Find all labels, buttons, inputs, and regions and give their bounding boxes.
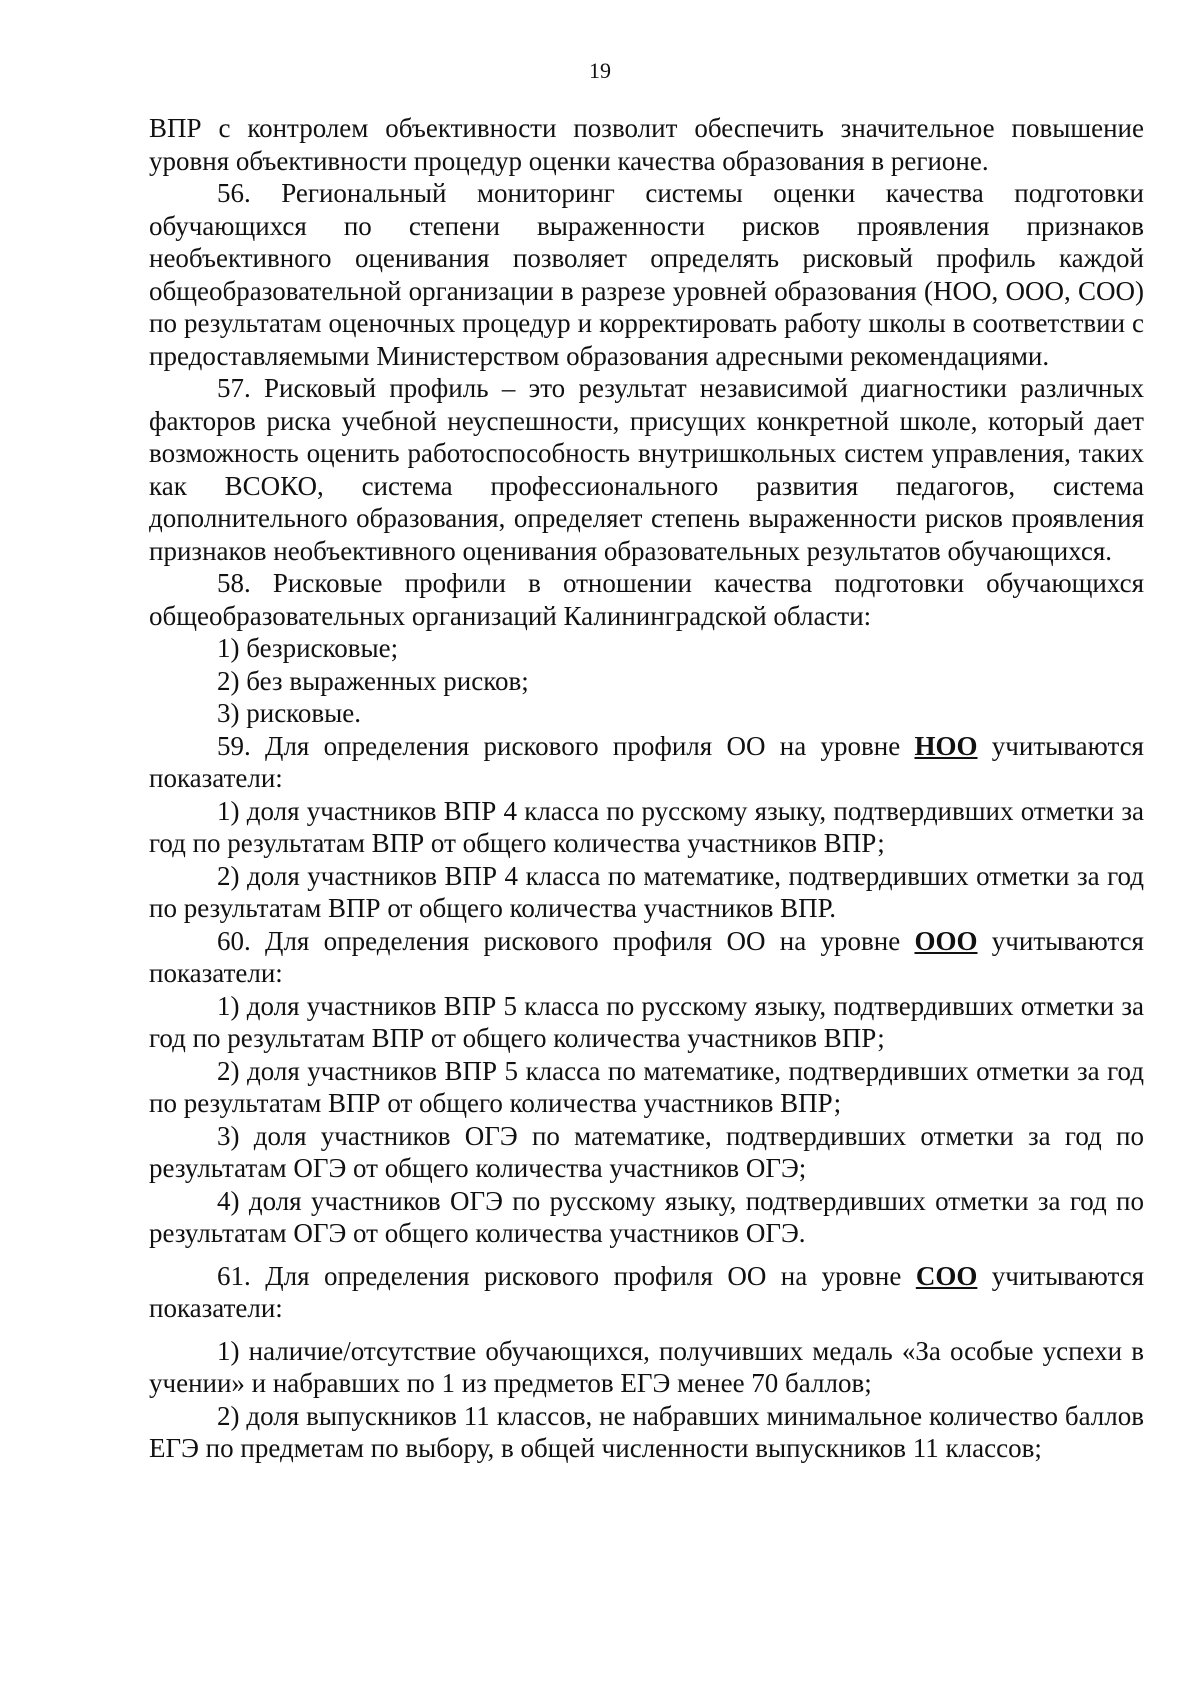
paragraph-60-tail: учитываются показатели: <box>149 925 1144 988</box>
paragraph-59-lead: 59. Для определения рискового профиля ОО на уровне <box>217 730 915 761</box>
list-item-61-2: 2) доля выпускников 11 классов, не набравших минимальное количество баллов ЕГЭ по предметам по выбору, в общей численности выпускников 11 классов; <box>149 1400 1144 1463</box>
paragraph-57: 57. Рисковый профиль – это результат независимой диагностики различных факторов риска учебной неуспешности, присущих конкретной школе, который дает возможность оценить работоспособность внутришкольных систем управления, таких как ВСОКО, система профессионального развития педагогов, система дополнительного образования, определяет степень выраженности рисков проявления признаков необъективного оценивания образовательных результатов обучающихся. <box>149 373 1144 566</box>
paragraph-61-lead: 61. Для определения рискового профиля ОО на уровне <box>217 1260 916 1291</box>
page-number: 19 <box>589 58 611 83</box>
paragraph-61-tail: учитываются показатели: <box>149 1260 1144 1323</box>
list-item-59-1: 1) доля участников ВПР 4 класса по русскому языку, подтвердивших отметки за год по результатам ВПР от общего количества участников ВПР; <box>149 795 1144 858</box>
paragraph-58: 58. Рисковые профили в отношении качества подготовки обучающихся общеобразовательных организаций Калининградской области: <box>149 568 1144 631</box>
list-item-58-1: 1) безрисковые; <box>217 633 399 663</box>
list-item-60-1: 1) доля участников ВПР 5 класса по русскому языку, подтвердивших отметки за год по результатам ВПР от общего количества участников ВПР; <box>149 990 1144 1053</box>
paragraph-59-tail: учитываются показатели: <box>149 730 1144 793</box>
list-item-59-2: 2) доля участников ВПР 4 класса по математике, подтвердивших отметки за год по результатам ВПР от общего количества участников ВПР. <box>149 860 1144 923</box>
paragraph-60 <box>149 925 1144 990</box>
list-item-60-4: 4) доля участников ОГЭ по русскому языку, подтвердивших отметки за год по результатам ОГЭ от общего количества участников ОГЭ. <box>149 1185 1144 1248</box>
document-body <box>149 112 1144 1465</box>
level-soo: СОО <box>915 1260 978 1291</box>
list-item-60-3: 3) доля участников ОГЭ по математике, подтвердивших отметки за год по результатам ОГЭ от общего количества участников ОГЭ; <box>149 1120 1144 1183</box>
paragraph-56: 56. Региональный мониторинг системы оценки качества подготовки обучающихся по степени выраженности рисков проявления признаков необъективного оценивания позволяет определять рисковый профиль каждой общеобразовательной организации в разрезе уровней образования (НОО, ООО, СОО) по результатам оценочных процедур и корректировать работу школы в соответствии с предоставляемыми Министерством образования адресными рекомендациями. <box>149 178 1144 371</box>
list-item-60-2: 2) доля участников ВПР 5 класса по математике, подтвердивших отметки за год по результатам ВПР от общего количества участников ВПР; <box>149 1055 1144 1118</box>
paragraph-intro: ВПР с контролем объективности позволит обеспечить значительное повышение уровня объективности процедур оценки качества образования в регионе. <box>149 113 1144 176</box>
paragraph-60-lead: 60. Для определения рискового профиля ОО на уровне <box>217 925 915 956</box>
list-item-58-3: 3) рисковые. <box>217 698 362 728</box>
level-ooo: ООО <box>914 925 978 956</box>
paragraph-59 <box>149 730 1144 795</box>
list-item-61-1: 1) наличие/отсутствие обучающихся, получивших медаль «За особые успехи в учении» и набравших по 1 из предметов ЕГЭ менее 70 баллов; <box>149 1335 1144 1398</box>
level-noo: НОО <box>914 730 978 761</box>
list-item-58-2: 2) без выраженных рисков; <box>217 665 529 696</box>
paragraph-61 <box>149 1260 1144 1325</box>
